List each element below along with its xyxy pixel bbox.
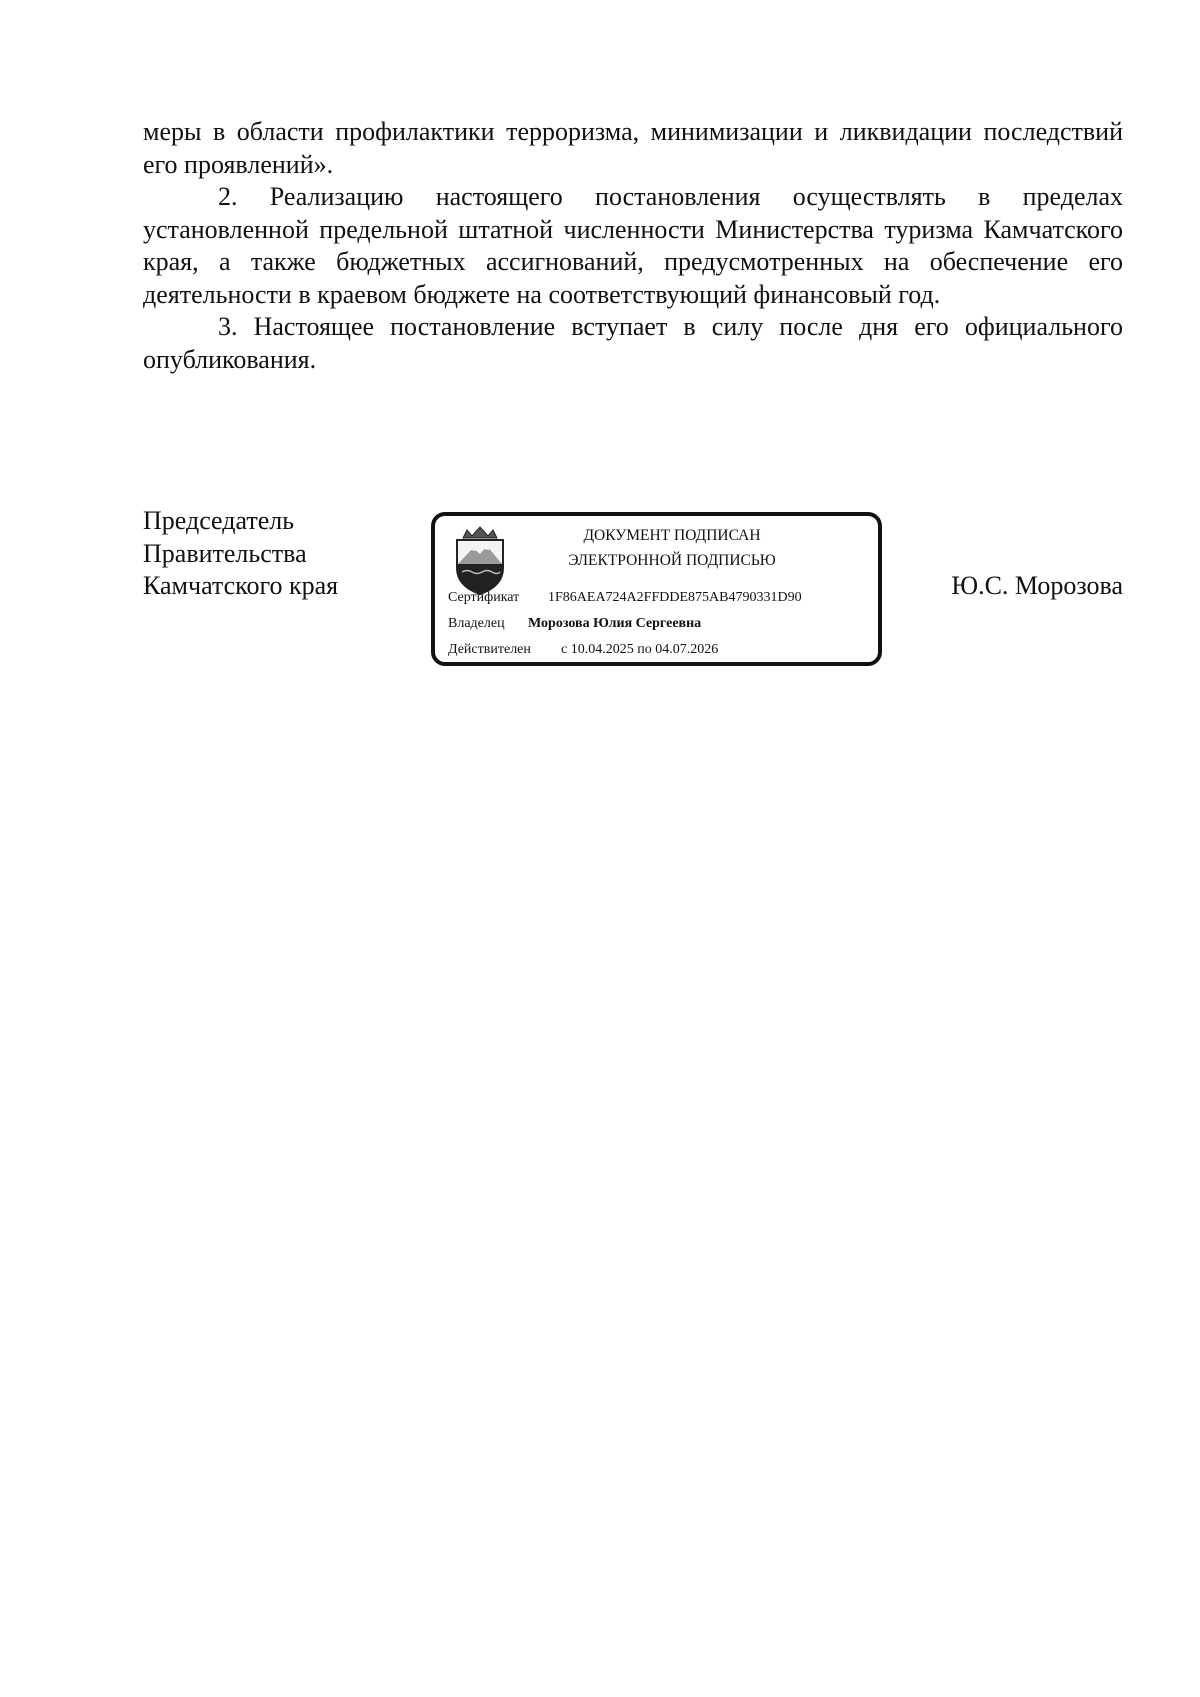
stamp-heading-line-2: ЭЛЕКТРОННОЙ ПОДПИСЬЮ — [568, 552, 776, 569]
document-body — [143, 116, 1123, 376]
validity-row — [448, 640, 718, 660]
signatory-title-line-3: Камчатского края — [143, 571, 339, 600]
owner-label: Владелец — [448, 616, 505, 631]
paragraph-3: 3. Настоящее постановление вступает в силу после дня его официального опубликования. — [143, 312, 1123, 374]
validity-value: с 10.04.2025 по 04.07.2026 — [561, 642, 719, 657]
validity-label: Действителен — [448, 642, 531, 657]
paragraph-1: меры в области профилактики терроризма, минимизации и ликвидации последствий его проявлений». — [143, 117, 1123, 179]
signatory-name: Ю.С. Морозова — [951, 571, 1123, 600]
certificate-value: 1F86AEA724A2FFDDE875AB4790331D90 — [548, 590, 802, 605]
signatory-title-line-2: Правительства — [143, 538, 307, 568]
owner-value: Морозова Юлия Сергеевна — [528, 616, 702, 631]
signatory-title — [143, 505, 338, 603]
electronic-signature-stamp — [431, 512, 882, 666]
certificate-row — [448, 588, 802, 608]
owner-row — [448, 614, 701, 634]
certificate-label: Сертификат — [448, 590, 520, 605]
signatory-title-line-1: Председатель — [143, 506, 295, 535]
paragraph-2: 2. Реализацию настоящего постановления осуществлять в пределах установленной предельной штатной численности Министерства туризма Камчатского края, а также бюджетных ассигнований, предусмотренных на обеспечение его деятельности в краевом бюджете на соответствующий финансовый год. — [143, 182, 1123, 309]
stamp-heading-line-1: ДОКУМЕНТ ПОДПИСАН — [583, 527, 761, 544]
coat-of-arms-icon — [453, 524, 507, 596]
